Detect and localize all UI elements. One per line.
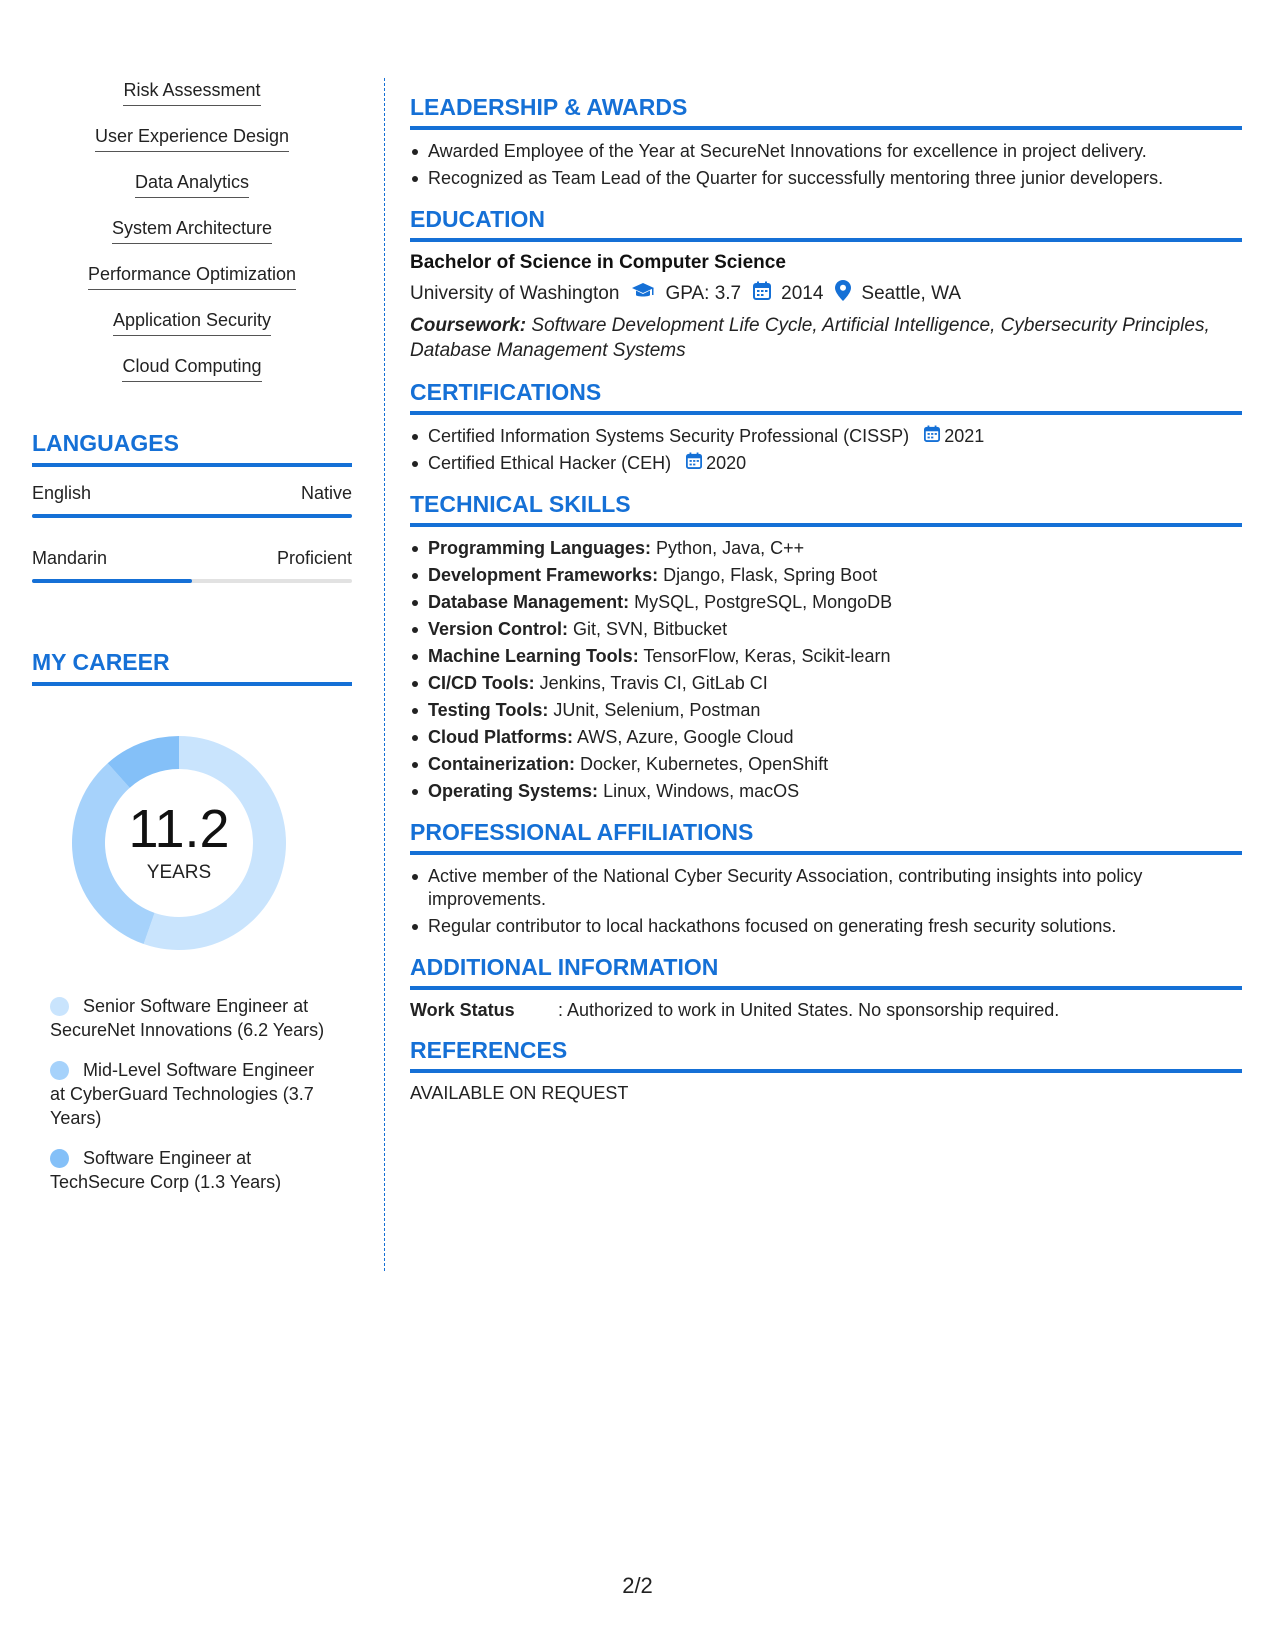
list-item (410, 618, 1242, 641)
school-location: Seattle, WA (861, 282, 962, 304)
skill-tag: Risk Assessment (123, 80, 260, 106)
career-legend-item (50, 1058, 330, 1130)
career-legend-item (50, 1146, 330, 1194)
list-item (410, 564, 1242, 587)
skill-values: Django, Flask, Spring Boot (663, 565, 878, 585)
coursework-list: Software Development Life Cycle, Artificial Intelligence, Cybersecurity Principles, Database Management Systems (410, 315, 1210, 361)
skill-tag: Performance Optimization (88, 264, 296, 290)
list-item (410, 452, 1242, 475)
list-item: Awarded Employee of the Year at SecureNet Innovations for excellence in project delivery. (410, 140, 1242, 163)
career-legend-item (50, 994, 330, 1042)
page-number: 2/2 (622, 1573, 653, 1598)
calendar-icon (753, 281, 771, 306)
skill-category: Database Management: (428, 592, 630, 612)
references-section (410, 1037, 1242, 1104)
right-column (410, 94, 1242, 1120)
languages-section (32, 430, 352, 583)
section-heading: EDUCATION (410, 206, 1242, 242)
skill-values: AWS, Azure, Google Cloud (577, 727, 794, 747)
language-level: Native (300, 483, 352, 503)
skill-category: Version Control: (428, 619, 569, 639)
languages-heading: LANGUAGES (32, 430, 352, 467)
calendar-icon (686, 452, 702, 475)
list-item (410, 726, 1242, 749)
career-legend (50, 994, 330, 1194)
coursework-label: Coursework: (410, 315, 527, 336)
career-heading: MY CAREER (32, 649, 352, 686)
skill-category: Operating Systems: (428, 781, 599, 801)
graduation-year: 2014 (781, 282, 824, 304)
skill-values: Python, Java, C++ (656, 538, 805, 558)
skill-values: Jenkins, Travis CI, GitLab CI (539, 673, 768, 693)
section-heading: LEADERSHIP & AWARDS (410, 94, 1242, 130)
education-section (410, 206, 1242, 363)
section-heading: PROFESSIONAL AFFILIATIONS (410, 819, 1242, 855)
skill-tag: Application Security (113, 310, 271, 336)
skill-category: Containerization: (428, 754, 575, 774)
list-item (410, 645, 1242, 668)
affiliations-section (410, 819, 1242, 938)
skill-values: JUnit, Selenium, Postman (553, 700, 761, 720)
list-item: Active member of the National Cyber Security Association, contributing insights into policy improvements. (410, 865, 1242, 911)
section-heading: REFERENCES (410, 1037, 1242, 1073)
section-heading: TECHNICAL SKILLS (410, 491, 1242, 527)
references-text: AVAILABLE ON REQUEST (410, 1083, 629, 1103)
additional-info-section (410, 954, 1242, 1021)
language-bar (32, 579, 352, 583)
language-bar (32, 514, 352, 518)
career-unit: YEARS (146, 862, 212, 883)
skill-category: Programming Languages: (428, 538, 652, 558)
certification-year: 2021 (944, 426, 985, 446)
language-name: Mandarin (32, 548, 108, 568)
list-item: Regular contributor to local hackathons focused on generating fresh security solutions. (410, 915, 1242, 938)
career-section (32, 649, 352, 1194)
graduation-cap-icon (631, 282, 655, 306)
school-name: University of Washington (410, 282, 620, 304)
language-level: Proficient (276, 548, 352, 568)
skill-category: Machine Learning Tools: (428, 646, 639, 666)
legend-label: Senior Software Engineer at SecureNet Innovations (6.2 Years) (50, 996, 325, 1040)
legend-dot (50, 997, 69, 1016)
list-item (410, 753, 1242, 776)
skill-tag: Data Analytics (135, 172, 249, 198)
language-bar-fill (32, 579, 192, 583)
list-item (410, 699, 1242, 722)
certification-year: 2020 (706, 453, 747, 473)
language-item (32, 548, 352, 583)
legend-dot (50, 1149, 69, 1168)
language-name: English (32, 483, 92, 503)
career-donut (64, 728, 294, 958)
skill-values: Docker, Kubernetes, OpenShift (580, 754, 829, 774)
coursework (410, 313, 1242, 363)
skill-tag: User Experience Design (95, 126, 289, 152)
degree-title: Bachelor of Science in Computer Science (410, 252, 786, 273)
column-divider (384, 78, 385, 1271)
skill-values: Linux, Windows, macOS (603, 781, 800, 801)
language-bar-fill (32, 514, 352, 518)
list-item (410, 672, 1242, 695)
list-item (410, 591, 1242, 614)
skill-category: Testing Tools: (428, 700, 549, 720)
education-details (410, 280, 1242, 307)
language-item (32, 483, 352, 518)
work-status-value: : Authorized to work in United States. No sponsorship required. (558, 1000, 1060, 1020)
skill-tag: Cloud Computing (122, 356, 261, 382)
gpa: GPA: 3.7 (665, 282, 742, 304)
left-column (32, 80, 352, 1210)
list-item (410, 537, 1242, 560)
section-heading: ADDITIONAL INFORMATION (410, 954, 1242, 990)
certification-name: Certified Ethical Hacker (CEH) (428, 453, 672, 473)
work-status-row (410, 1000, 1242, 1021)
work-status-label: Work Status (410, 1000, 515, 1020)
section-heading: CERTIFICATIONS (410, 379, 1242, 415)
skill-category: CI/CD Tools: (428, 673, 535, 693)
career-total: 11.2 (128, 799, 230, 859)
certifications-section (410, 379, 1242, 475)
skills-list (32, 80, 352, 402)
legend-dot (50, 1061, 69, 1080)
leadership-section (410, 94, 1242, 190)
skill-tag: System Architecture (112, 218, 272, 244)
certification-name: Certified Information Systems Security Professional (CISSP) (428, 426, 910, 446)
list-item (410, 780, 1242, 803)
skill-values: TensorFlow, Keras, Scikit-learn (643, 646, 891, 666)
skill-category: Development Frameworks: (428, 565, 659, 585)
legend-label: Software Engineer at TechSecure Corp (1.3 Years) (50, 1148, 282, 1192)
list-item (410, 425, 1242, 448)
list-item: Recognized as Team Lead of the Quarter for successfully mentoring three junior developers. (410, 167, 1242, 190)
legend-label: Mid-Level Software Engineer at CyberGuard Technologies (3.7 Years) (50, 1060, 315, 1128)
technical-skills-section (410, 491, 1242, 803)
skill-values: Git, SVN, Bitbucket (573, 619, 728, 639)
skill-category: Cloud Platforms: (428, 727, 574, 747)
calendar-icon (924, 425, 940, 448)
skill-values: MySQL, PostgreSQL, MongoDB (634, 592, 893, 612)
map-pin-icon (835, 280, 851, 307)
